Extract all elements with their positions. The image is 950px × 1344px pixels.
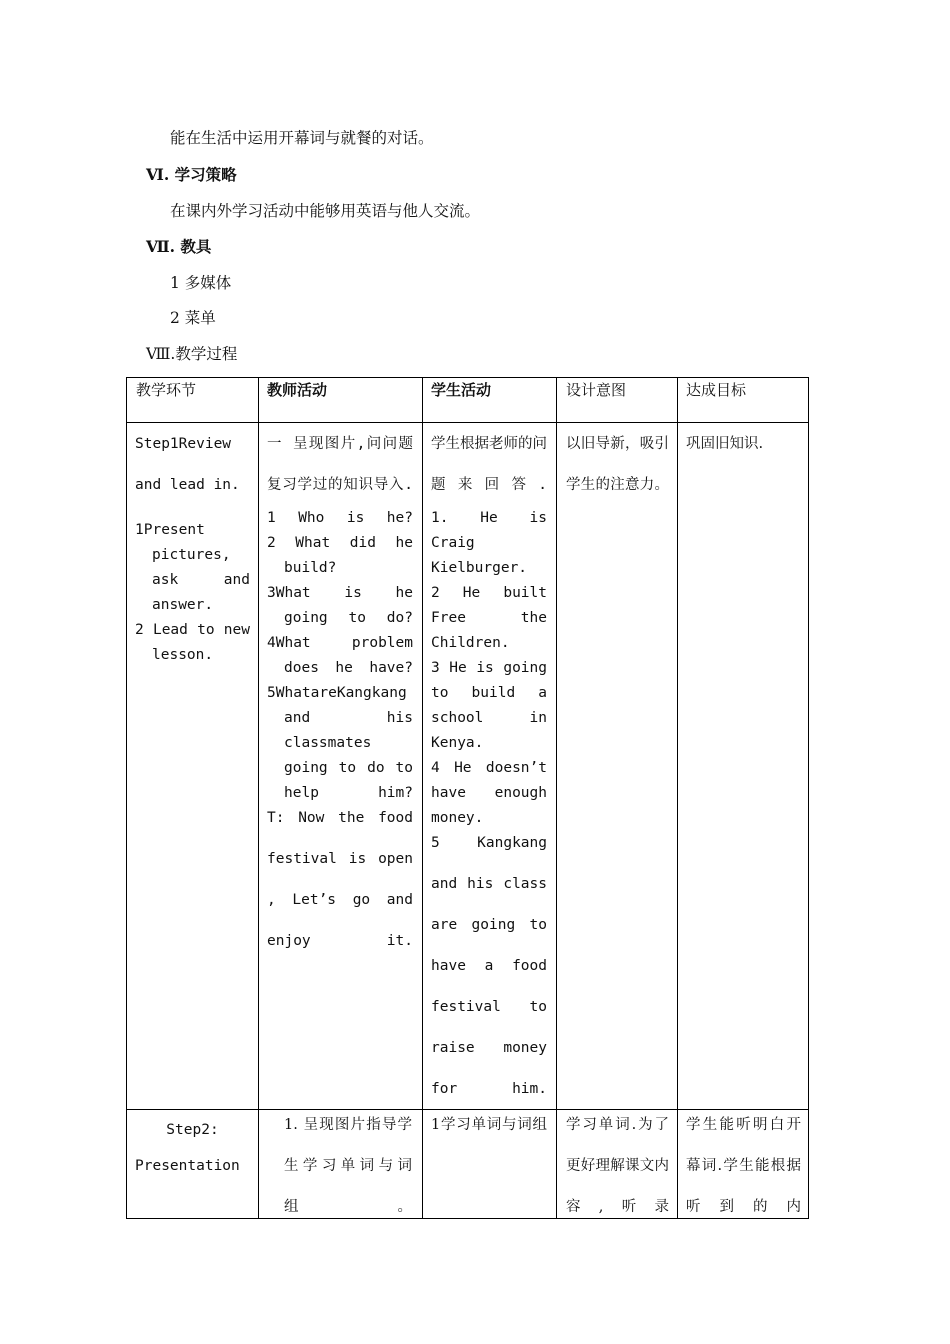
row1-teacher-question-1: 1 Who is he?: [267, 510, 413, 526]
tools-item-2: 2 菜单: [170, 309, 216, 327]
section-body-strategy: 在课内外学习活动中能够用英语与他人交流。: [170, 202, 481, 220]
header-design-intent: 设计意图: [566, 381, 627, 399]
teaching-process-table: [126, 377, 809, 1219]
header-stage: 教学环节: [136, 381, 197, 399]
row1-student-answer-1: 1. He is Craig Kielburger.: [431, 510, 547, 576]
row1-teacher-question-4: 4What problem does he have?: [267, 635, 413, 676]
row1-student-answer-5: 5 Kangkang and his class are going to have a food festival to raise money for him.: [431, 835, 547, 1097]
row1-student: [431, 424, 547, 1110]
row2-teacher: 1. 呈现图片指导学生学习单词与词组。: [284, 1117, 412, 1215]
row1-teacher-question-2: 2 What did he build?: [267, 535, 413, 576]
row1-intent: 以旧导新，吸引学生的注意力。: [566, 436, 669, 493]
row1-student-answer-2: 2 He built Free the Children.: [431, 585, 547, 651]
row1-teacher-intro: 一 呈现图片,问问题复习学过的知识导入.: [267, 436, 413, 493]
intro-line: 能在生活中运用开幕词与就餐的对话。: [170, 129, 434, 147]
row2-stage-subtitle: Presentation: [135, 1158, 240, 1174]
row1-goal: 巩固旧知识.: [686, 436, 764, 452]
row2-goal: 学生能听明白开幕词.学生能根据听到的内: [686, 1117, 801, 1215]
header-goal: 达成目标: [686, 381, 747, 399]
row1-teacher: [267, 424, 413, 962]
row2-stage-title: Step2:: [166, 1122, 219, 1138]
row1-teacher-t: T: Now the food festival is open , Let’s go and enjoy it.: [267, 810, 413, 949]
row1-student-intro: 学生根据老师的问题来回答.: [431, 436, 547, 493]
tools-item-1: 1 多媒体: [170, 274, 232, 292]
row1-stage-step-2: 2 Lead to new lesson.: [135, 622, 250, 663]
row1-stage-step-1: 1Present pictures, ask and answer.: [135, 522, 250, 613]
row1-stage: [135, 424, 250, 668]
row1-teacher-question-5: 5WhatareKangkang and his classmates going to do to help him?: [267, 685, 413, 801]
section-heading-process: Ⅷ.教学过程: [146, 345, 238, 363]
row2-stage: [135, 1112, 250, 1184]
row1-stage-title: Step1Review: [135, 436, 232, 452]
row1-stage-subtitle: and lead in.: [135, 477, 240, 493]
header-student-activity: 学生活动: [431, 381, 492, 399]
row2-intent: 学习单词.为了更好理解课文内容,听录: [566, 1117, 669, 1215]
row1-student-answer-3: 3 He is going to build a school in Kenya.: [431, 660, 547, 751]
row2-student: 1学习单词与词组: [431, 1117, 547, 1133]
header-teacher-activity: 教师活动: [267, 381, 328, 399]
section-heading-strategy: Ⅵ. 学习策略: [146, 165, 237, 184]
section-heading-tools: Ⅶ. 教具: [146, 237, 212, 256]
row1-teacher-question-3: 3What is he going to do?: [267, 585, 413, 626]
row1-student-answer-4: 4 He doesn’t have enough money.: [431, 760, 547, 826]
